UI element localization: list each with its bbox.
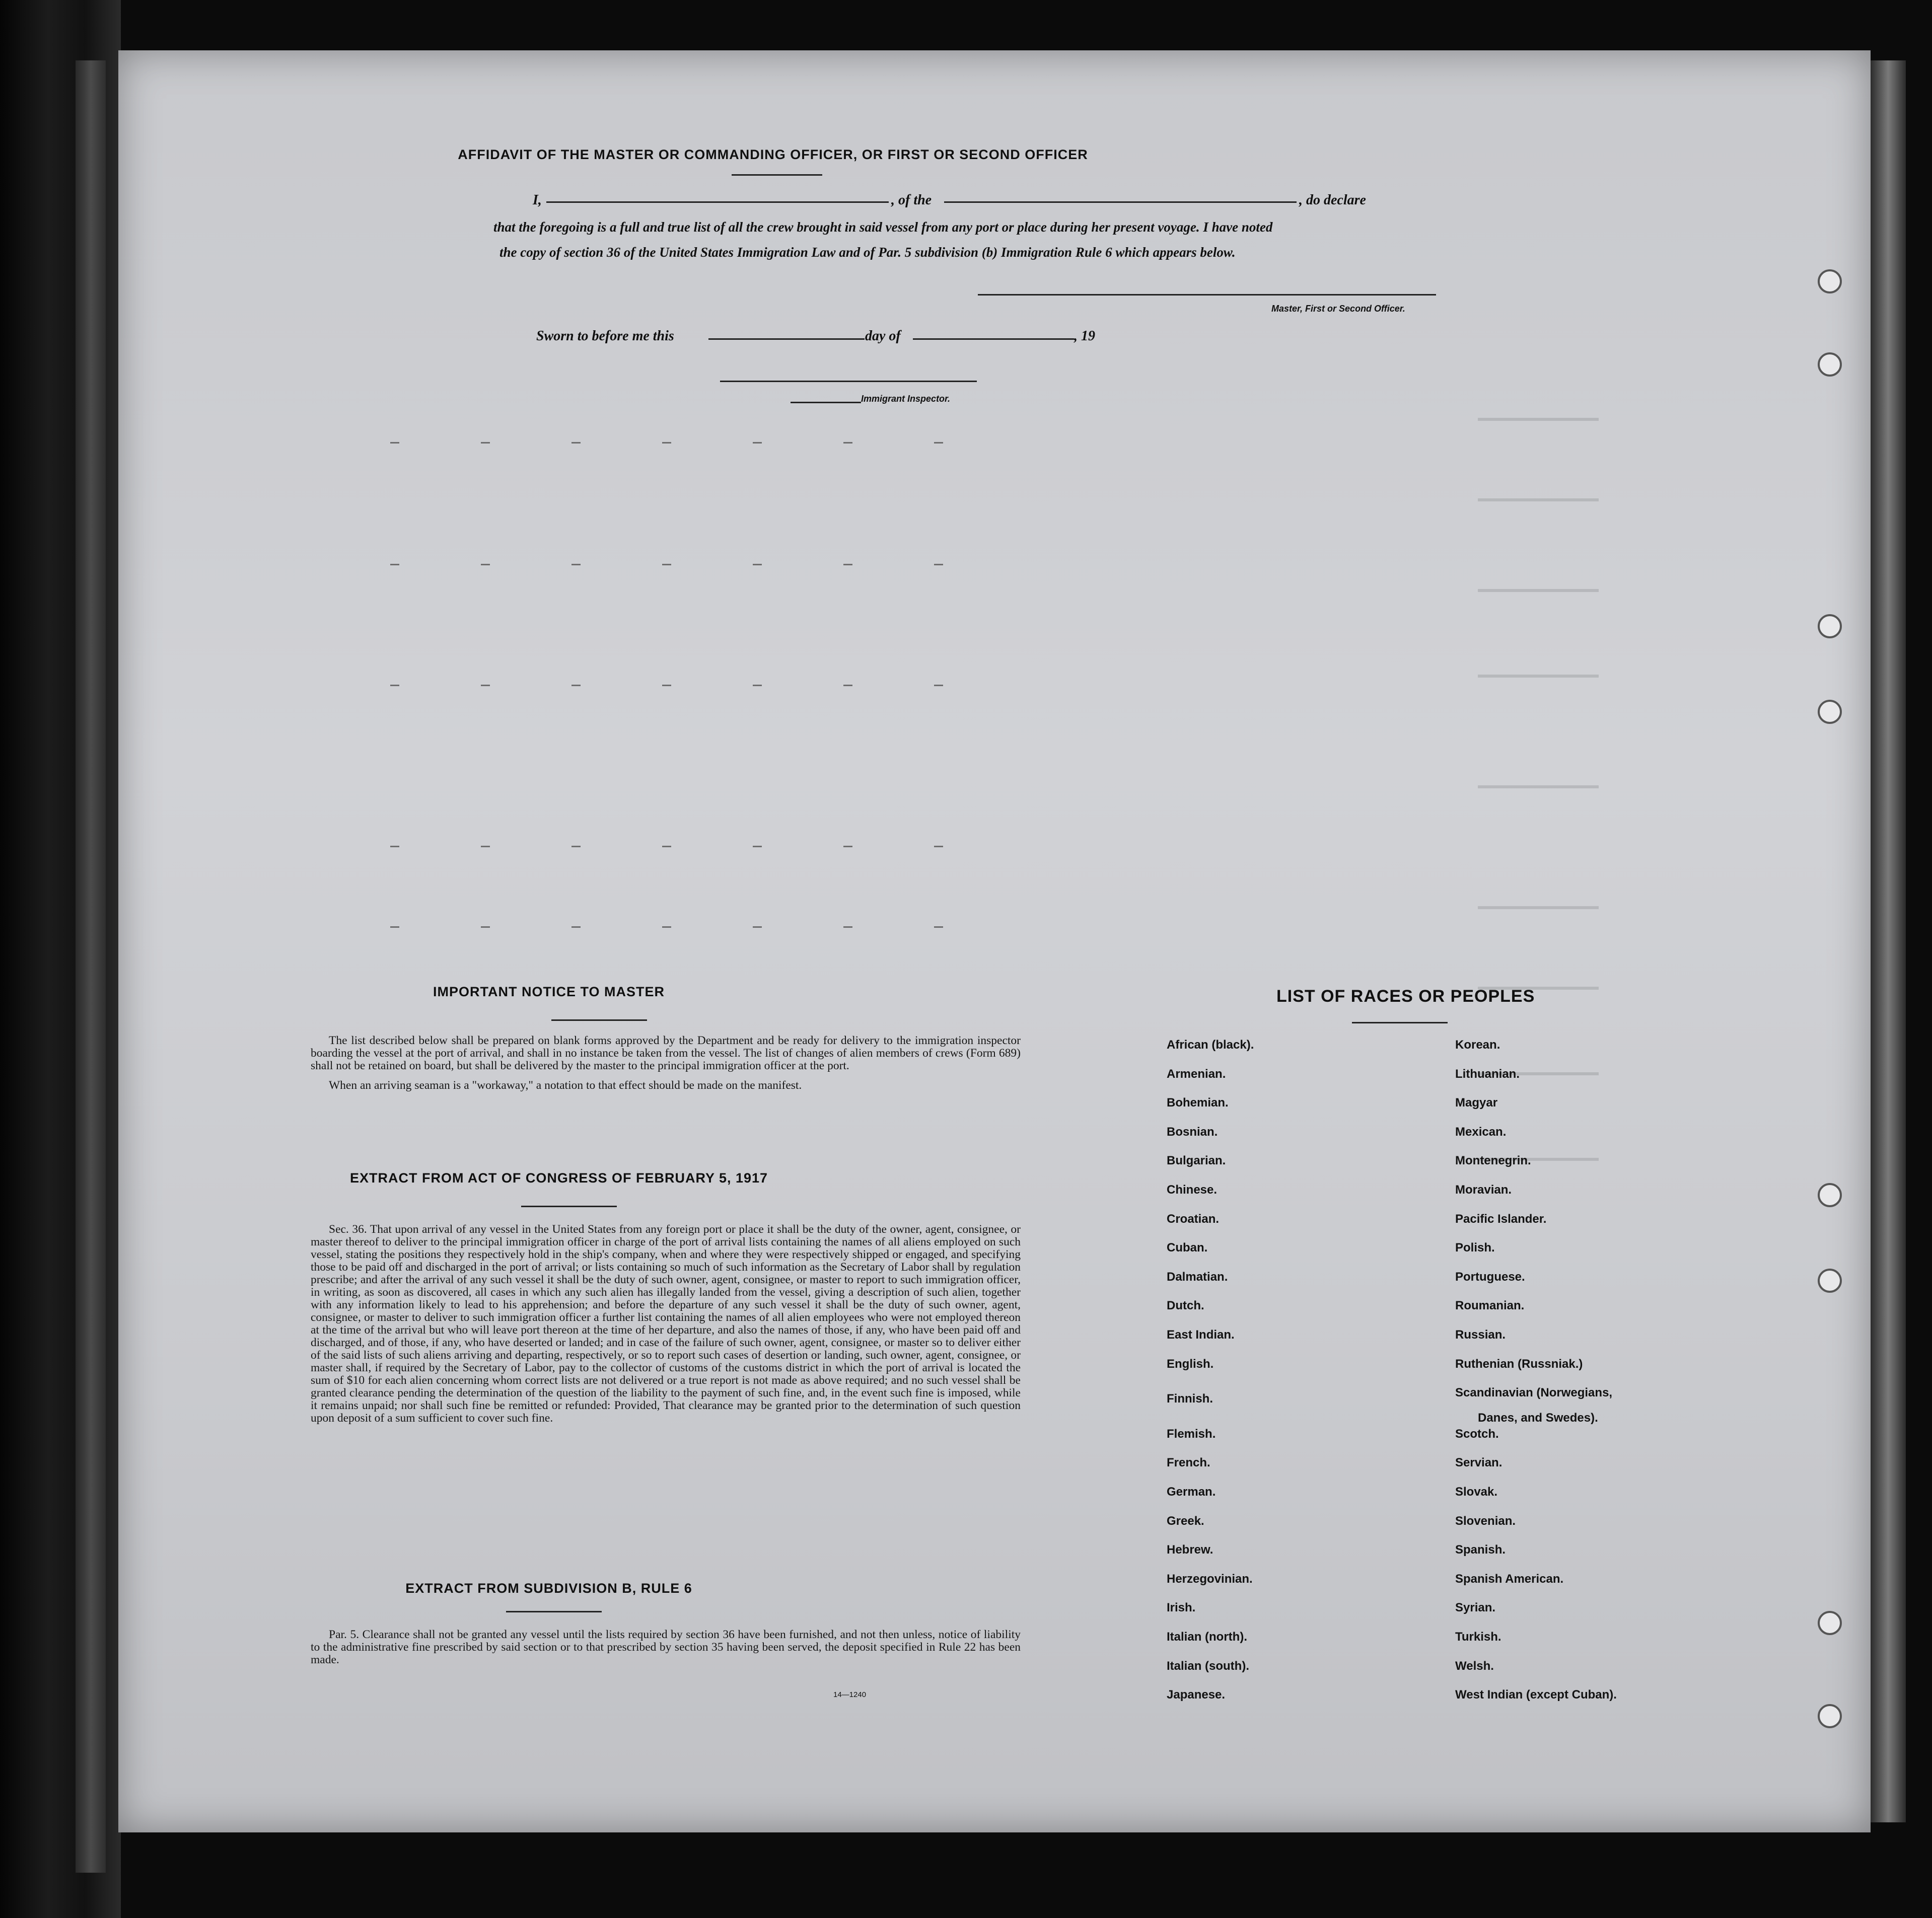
table-dash xyxy=(934,442,943,444)
race-item: Bulgarian. xyxy=(1167,1154,1226,1168)
page-right-edge xyxy=(1871,60,1906,1822)
race-item: Spanish. xyxy=(1455,1543,1506,1557)
notice-rule xyxy=(551,1019,647,1021)
act-extract-rule xyxy=(521,1206,617,1207)
race-item: West Indian (except Cuban). xyxy=(1455,1688,1617,1702)
table-dash xyxy=(481,685,490,686)
race-item: Bosnian. xyxy=(1167,1125,1218,1139)
table-dash xyxy=(481,442,490,444)
race-item: Scandinavian (Norwegians, xyxy=(1455,1386,1613,1400)
do-declare-label: , do declare xyxy=(1299,192,1366,208)
bleed-through-mark xyxy=(1478,589,1599,592)
binder-hole-icon xyxy=(1818,269,1842,293)
race-item: Montenegrin. xyxy=(1455,1154,1531,1168)
notice-paragraph-1: The list described below shall be prepared on blank forms approved by the Department and be ready for delivery to the immigration inspector boarding the vessel at the port of arrival, and shall in no instance be taken from the vessel. The list of changes of alien members of crews (Form 689) shall not be retained on board, but shall be delivered by the master to the principal immigration officer at the port. xyxy=(311,1034,1021,1072)
table-dash xyxy=(843,685,852,686)
race-item: Roumanian. xyxy=(1455,1299,1525,1313)
bleed-through-mark xyxy=(1478,785,1599,788)
table-dash xyxy=(571,846,581,847)
rule-extract-body xyxy=(311,1629,1021,1666)
race-item: Spanish American. xyxy=(1455,1572,1564,1586)
signature-caption: Master, First or Second Officer. xyxy=(1271,304,1405,314)
table-dash xyxy=(753,442,762,444)
inspector-signature-line xyxy=(720,381,977,382)
race-item: Irish. xyxy=(1167,1601,1196,1615)
race-item: East Indian. xyxy=(1167,1328,1235,1342)
table-dash xyxy=(571,685,581,686)
table-dash xyxy=(934,564,943,565)
race-item: Korean. xyxy=(1455,1038,1500,1052)
race-item: Pacific Islander. xyxy=(1455,1212,1547,1226)
race-item: Greek. xyxy=(1167,1514,1204,1528)
document-page xyxy=(118,50,1871,1832)
table-dash xyxy=(571,442,581,444)
bleed-through-mark xyxy=(1478,906,1599,909)
race-item: Polish. xyxy=(1455,1241,1495,1255)
table-dash xyxy=(843,442,852,444)
table-dash xyxy=(934,685,943,686)
race-item: Finnish. xyxy=(1167,1392,1213,1406)
inspector-caption: Immigrant Inspector. xyxy=(861,394,951,404)
binder-hole-icon xyxy=(1818,352,1842,377)
race-item: Magyar xyxy=(1455,1096,1498,1110)
race-item: Dalmatian. xyxy=(1167,1270,1228,1284)
race-item: Russian. xyxy=(1455,1328,1506,1342)
table-dash xyxy=(481,564,490,565)
race-item: Lithuanian. xyxy=(1455,1067,1520,1081)
name-blank xyxy=(546,201,889,203)
table-dash xyxy=(753,685,762,686)
binder-hole-icon xyxy=(1818,1611,1842,1635)
table-dash xyxy=(390,564,399,565)
table-dash xyxy=(843,846,852,847)
table-dash xyxy=(843,926,852,928)
race-item: Bohemian. xyxy=(1167,1096,1229,1110)
table-dash xyxy=(934,926,943,928)
race-item: Servian. xyxy=(1455,1456,1502,1470)
sworn-month-blank xyxy=(913,338,1074,340)
rule-extract-rule xyxy=(506,1611,602,1612)
race-item: Hebrew. xyxy=(1167,1543,1213,1557)
title-rule xyxy=(732,174,822,176)
race-item: Mexican. xyxy=(1455,1125,1507,1139)
race-item: Japanese. xyxy=(1167,1688,1226,1702)
table-dash xyxy=(753,926,762,928)
rule-extract-text: Par. 5. Clearance shall not be granted any vessel until the lists required by section 36 have been furnished, and not then unless, notice of liability to the administrative fine prescribed by said section or to that prescribed by section 35 having been served, the deposit specified in Rule 22 has been made. xyxy=(311,1628,1021,1666)
vessel-blank xyxy=(944,201,1297,203)
table-dash xyxy=(390,442,399,444)
table-dash xyxy=(662,564,671,565)
race-item: Moravian. xyxy=(1455,1183,1512,1197)
table-dash xyxy=(390,926,399,928)
binder-hole-icon xyxy=(1818,1704,1842,1728)
table-dash xyxy=(753,564,762,565)
binder-spine xyxy=(76,60,106,1873)
notice-title: IMPORTANT NOTICE TO MASTER xyxy=(433,984,665,999)
race-item: Portuguese. xyxy=(1455,1270,1525,1284)
race-item: Dutch. xyxy=(1167,1299,1204,1313)
race-item: Ruthenian (Russniak.) xyxy=(1455,1357,1583,1371)
race-item: Danes, and Swedes). xyxy=(1478,1411,1598,1425)
table-dash xyxy=(843,564,852,565)
bleed-through-mark xyxy=(1478,675,1599,678)
table-dash xyxy=(662,685,671,686)
table-dash xyxy=(662,846,671,847)
race-item: Armenian. xyxy=(1167,1067,1226,1081)
race-item: Flemish. xyxy=(1167,1427,1216,1441)
i-label: I, xyxy=(533,192,542,208)
races-rule xyxy=(1352,1022,1448,1023)
binder-hole-icon xyxy=(1818,700,1842,724)
table-dash xyxy=(662,926,671,928)
table-dash xyxy=(481,926,490,928)
affidavit-title: AFFIDAVIT OF THE MASTER OR COMMANDING OFFICER, OR FIRST OR SECOND OFFICER xyxy=(458,147,1088,162)
race-item: Italian (south). xyxy=(1167,1659,1249,1673)
table-dash xyxy=(753,846,762,847)
binder-hole-icon xyxy=(1818,1269,1842,1293)
race-item: Chinese. xyxy=(1167,1183,1218,1197)
rule-extract-title: EXTRACT FROM SUBDIVISION B, RULE 6 xyxy=(405,1581,692,1596)
table-dash xyxy=(390,685,399,686)
notice-paragraph-2: When an arriving seaman is a "workaway," a notation to that effect should be made on the manifest. xyxy=(329,1079,802,1092)
binder-hole-icon xyxy=(1818,1183,1842,1207)
binder-hole-icon xyxy=(1818,614,1842,638)
statement-line-1: that the foregoing is a full and true list of all the crew brought in said vessel from any port or place during her present voyage. I have noted xyxy=(493,219,1273,235)
bleed-through-mark xyxy=(1478,418,1599,421)
races-title: LIST OF RACES OR PEOPLES xyxy=(1276,987,1535,1006)
bleed-through-mark xyxy=(1478,498,1599,501)
table-dash xyxy=(662,442,671,444)
table-dash xyxy=(481,846,490,847)
signature-line xyxy=(978,294,1436,296)
race-item: Syrian. xyxy=(1455,1601,1496,1615)
day-of-label: day of xyxy=(865,328,901,344)
act-extract-text: Sec. 36. That upon arrival of any vessel in the United States from any foreign port or place it shall be the duty of the owner, agent, consignee, or master thereof to deliver to the principal immigration officer in charge of the port of arrival lists containing the names of all aliens employed on such vessel, stating the positions they respectively hold in the ship's company, when and where they were respectively shipped or engaged, and specifying those to be paid off and discharged in the port of arrival; or lists containing so much of such information as the Secretary of Labor shall by regulation prescribe; and after the arrival of any such vessel it shall be the duty of such owner, agent, consignee, or master to report to such immigration officer, in writing, as soon as discovered, all cases in which any such alien has illegally landed from the vessel, giving a description of such alien, together with any information likely to lead to his apprehension; and before the departure of any such vessel it shall be the duty of such owner, agent, consignee, or master to deliver to such immigration officer a further list containing the names of all alien employees who were not employed thereon at the time of the arrival but who will leave port thereon at the time of her departure, and also the names of those, if any, who have been paid off and discharged, and of those, if any, who have deserted or landed; and in case of the failure of such owner, agent, consignee, or master so to deliver either of the said lists of such aliens arriving and departing, respectively, or so to report such cases of desertion or landing, such owner, agent, consignee, or master shall, if required by the Secretary of Labor, pay to the collector of customs of the customs district in which the port of arrival is located the sum of $10 for each alien concerning whom correct lists are not delivered or a true report is not made as above required; and no such vessel shall be granted clearance pending the determination of the question of the liability to the payment of such fine, and, in the event such fine is imposed, while it remains unpaid; nor shall such fine be remitted or refunded: Provided, That clearance may be granted prior to the determination of such question upon deposit of a sum sufficient to cover such fine. xyxy=(311,1223,1021,1425)
race-item: Welsh. xyxy=(1455,1659,1494,1673)
table-dash xyxy=(934,846,943,847)
table-dash xyxy=(571,926,581,928)
inspector-short-line xyxy=(791,402,861,403)
form-number: 14—1240 xyxy=(833,1690,867,1699)
race-item: Croatian. xyxy=(1167,1212,1220,1226)
race-item: African (black). xyxy=(1167,1038,1254,1052)
race-item: Turkish. xyxy=(1455,1630,1501,1644)
race-item: Cuban. xyxy=(1167,1241,1208,1255)
statement-line-2: the copy of section 36 of the United States Immigration Law and of Par. 5 subdivision (b) Immigration Rule 6 which appears below. xyxy=(499,245,1236,260)
race-item: French. xyxy=(1167,1456,1210,1470)
race-item: Italian (north). xyxy=(1167,1630,1247,1644)
sworn-label: Sworn to before me this xyxy=(536,328,674,344)
year-label: , 19 xyxy=(1074,328,1095,344)
race-item: Scotch. xyxy=(1455,1427,1499,1441)
sworn-day-blank xyxy=(708,338,865,340)
race-item: English. xyxy=(1167,1357,1214,1371)
race-item: Herzegovinian. xyxy=(1167,1572,1253,1586)
act-extract-body xyxy=(311,1223,1021,1425)
notice-body xyxy=(311,1035,1021,1092)
race-item: German. xyxy=(1167,1485,1216,1499)
act-extract-title: EXTRACT FROM ACT OF CONGRESS OF FEBRUARY 5, 1917 xyxy=(349,1170,768,1186)
table-dash xyxy=(571,564,581,565)
of-the-label: , of the xyxy=(891,192,932,208)
race-item: Slovenian. xyxy=(1455,1514,1516,1528)
race-item: Slovak. xyxy=(1455,1485,1498,1499)
table-dash xyxy=(390,846,399,847)
